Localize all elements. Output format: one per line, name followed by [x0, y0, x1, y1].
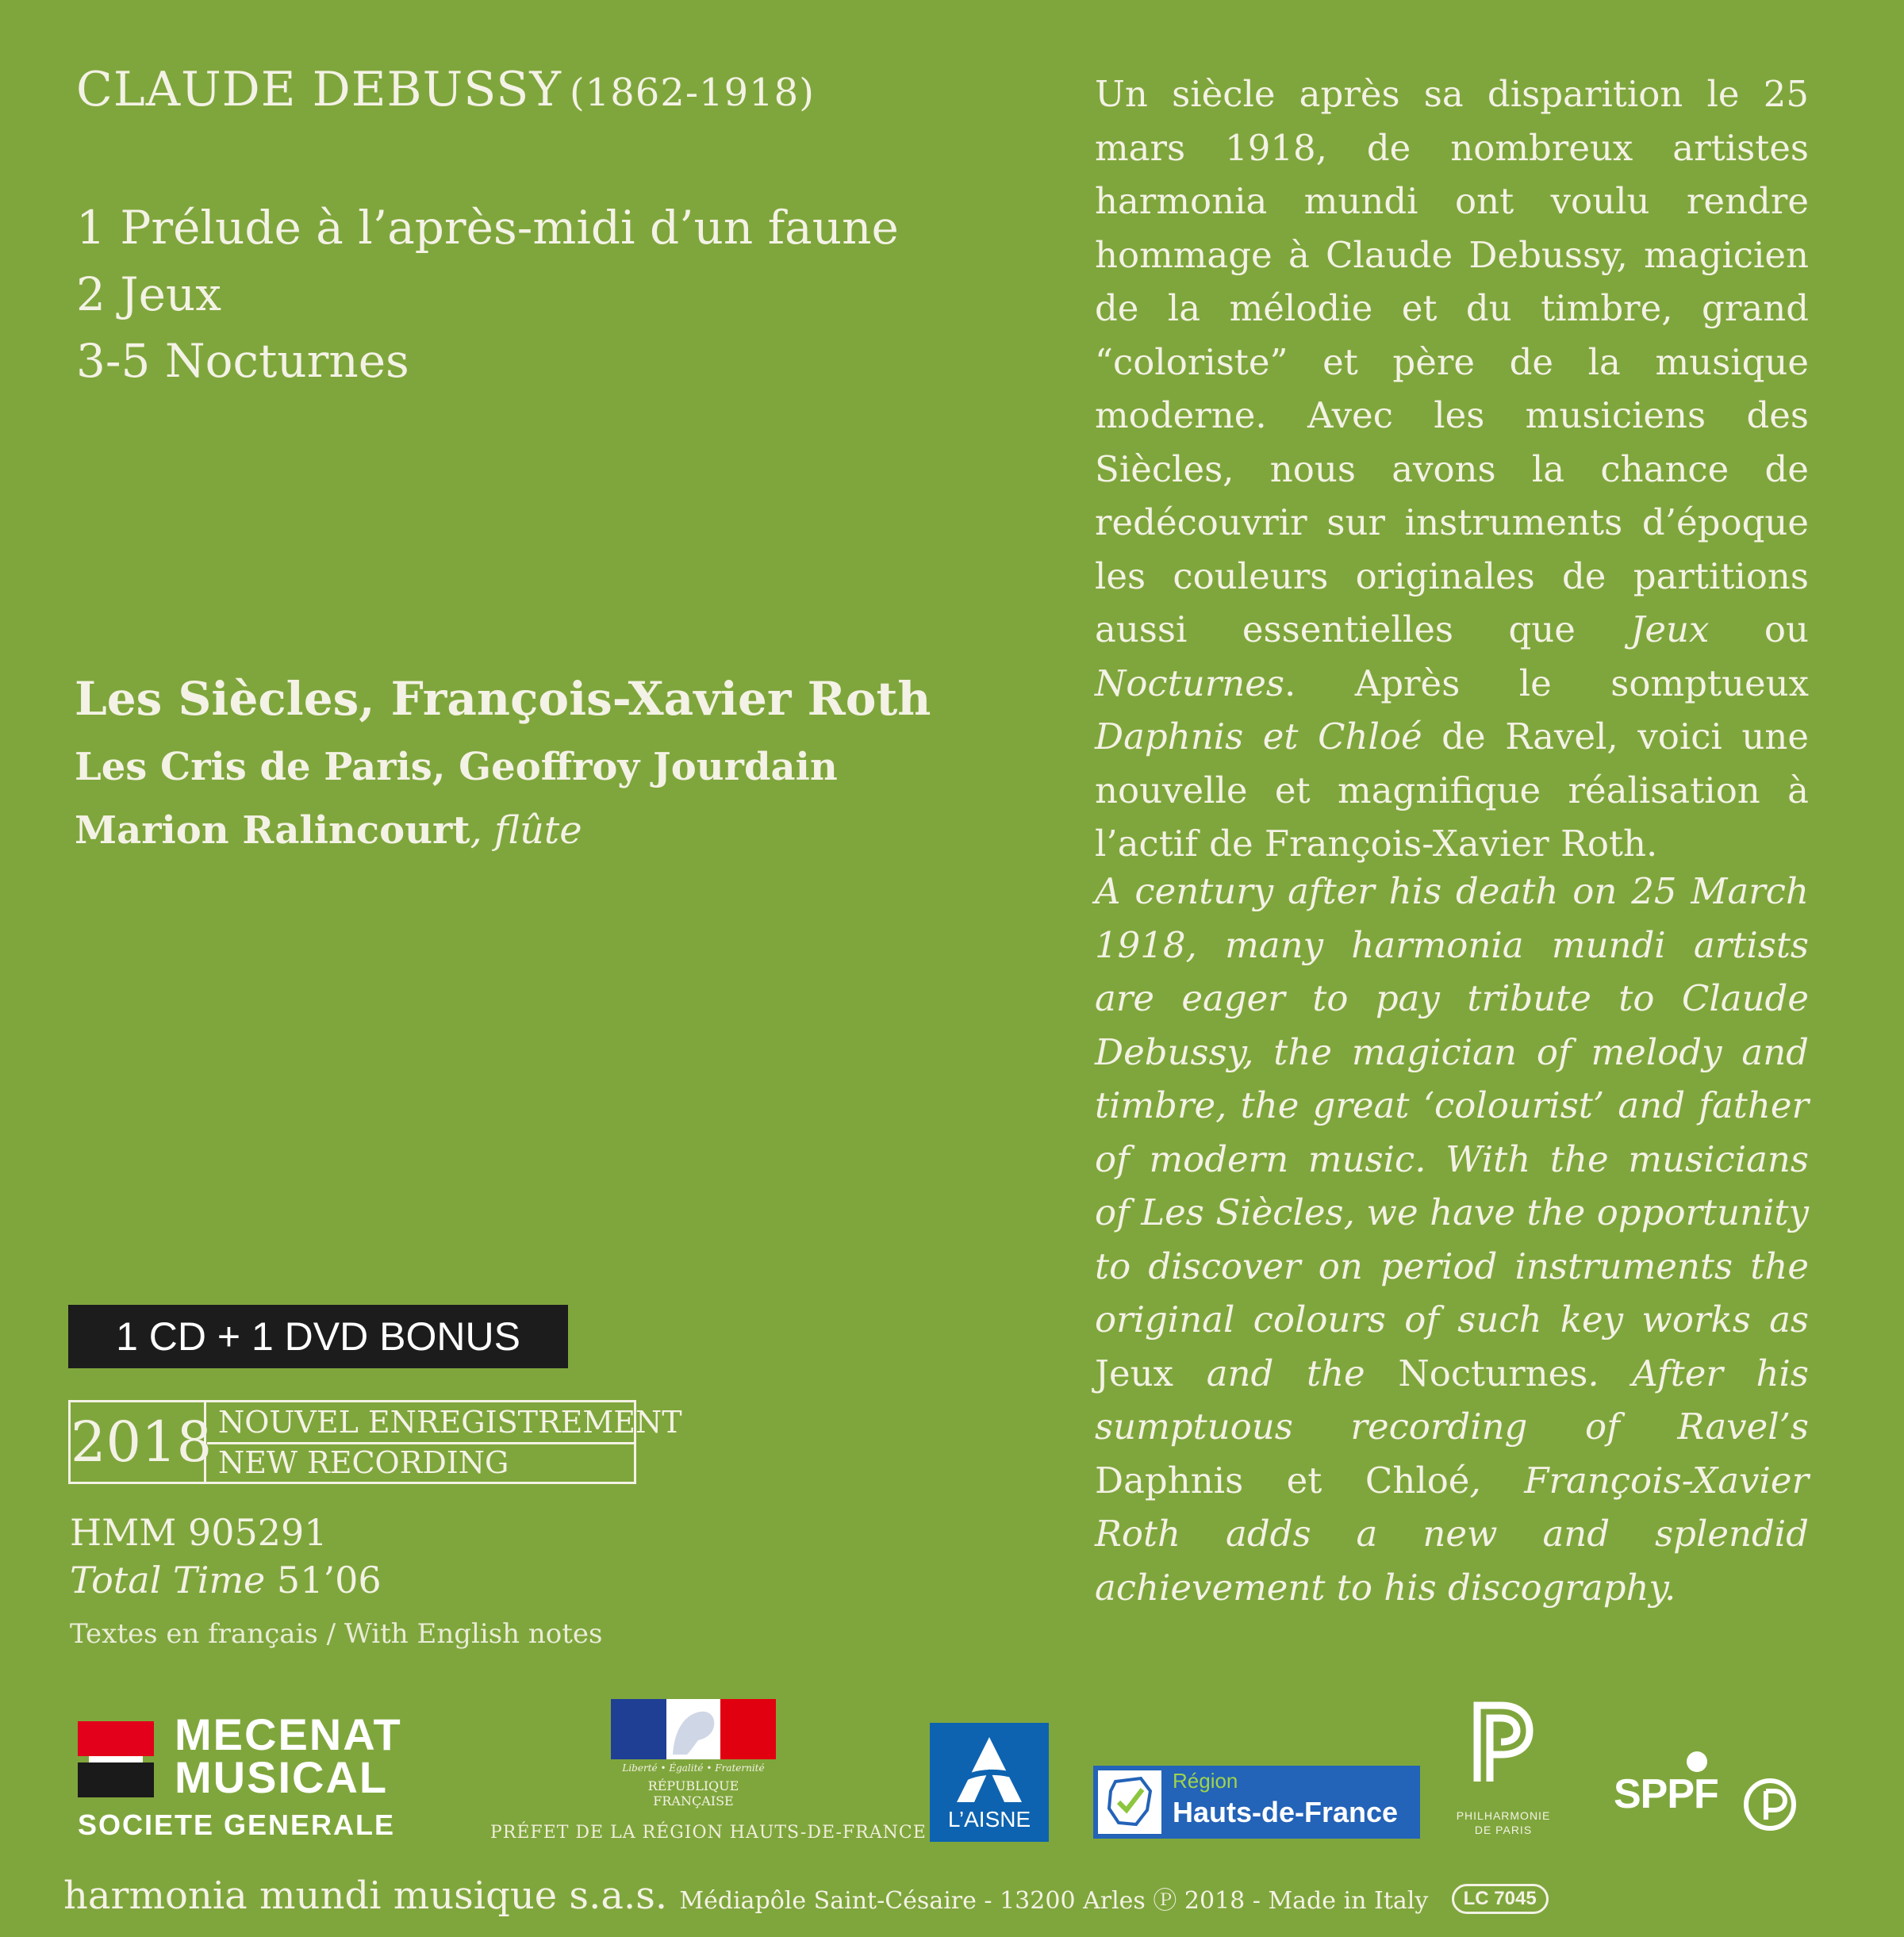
- sppf-dot-icon: [1687, 1751, 1707, 1772]
- mecenat-line: MECENAT: [175, 1709, 402, 1759]
- musical-line: MUSICAL: [175, 1752, 389, 1802]
- track-item: 3-5 Nocturnes: [76, 334, 409, 388]
- language-note: Textes en français / With English notes: [70, 1618, 603, 1650]
- hauts-de-france-logo: [1093, 1766, 1420, 1839]
- philharmonie-line: PHILHARMONIE: [1456, 1809, 1551, 1822]
- performer-orchestra: Les Siècles, François-Xavier Roth: [75, 672, 931, 726]
- notes-french: [1095, 67, 1809, 871]
- soloist-instrument: flûte: [493, 808, 582, 853]
- cp-logo-icon: [1742, 1777, 1798, 1832]
- new-recording-box: [68, 1400, 682, 1484]
- label-name: harmonia mundi musique s.a.s.: [63, 1874, 668, 1918]
- hdf-region-label: Région: [1173, 1769, 1238, 1793]
- rf-name: RÉPUBLIQUE FRANÇAISE: [647, 1778, 739, 1809]
- notes-en-text: and the: [1173, 1352, 1399, 1394]
- societe-generale-name: SOCIETE GENERALE: [78, 1809, 396, 1841]
- performers: [75, 662, 931, 862]
- notes-en-text: A century after his death on 25 March 1918, many harmonia mundi artists are eager to pay tribute to Claude Debussy, the magician of melody and timbre, the great ‘colourist’ and father of modern music. With the musicians of Les Siècles, we have the opportunity to discover on period instruments the original colours of such key works as: [1095, 870, 1809, 1341]
- performer-choir: Les Cris de Paris, Geoffroy Jourdain: [75, 745, 838, 789]
- catalog-number: HMM 905291: [70, 1511, 328, 1554]
- republique-francaise-logo: [611, 1699, 777, 1809]
- hauts-de-france-map-icon: [1098, 1770, 1161, 1834]
- notes-english: [1095, 865, 1809, 1614]
- philharmonie-label: [1452, 1809, 1555, 1837]
- notes-en-text: , François-Xavier Roth adds a new and splendid achievement to his discography.: [1095, 1459, 1810, 1609]
- label-footer: [63, 1874, 1549, 1918]
- recording-year: 2018: [71, 1402, 206, 1482]
- notes-fr-text: . Après le somptueux: [1284, 662, 1809, 704]
- marianne-flag-icon: [611, 1699, 776, 1759]
- notes-fr-text: de Ravel, voici une nouvelle et magnifique réalisation à l’actif de François-Xavier Roth.: [1095, 715, 1809, 865]
- label-address: Médiapôle Saint-Césaire - 13200 Arles Ⓟ 2018 - Made in Italy: [679, 1887, 1429, 1915]
- notes-fr-daphnis: Daphnis et Chloé: [1095, 715, 1422, 758]
- notes-en-text: . After his sumptuous recording of Ravel’s: [1095, 1352, 1810, 1448]
- mecenat-title: [175, 1709, 402, 1802]
- soloist-name: Marion Ralincourt: [75, 808, 470, 853]
- aisne-label: L’AISNE: [947, 1807, 1031, 1832]
- notes-en-daphnis: Daphnis et Chloé: [1095, 1459, 1470, 1502]
- prefet-caption: PRÉFET DE LA RÉGION HAUTS-DE-FRANCE: [490, 1823, 927, 1843]
- recording-label-fr: NOUVEL ENREGISTREMENT: [207, 1402, 634, 1444]
- format-badge: 1 CD + 1 DVD BONUS: [68, 1305, 568, 1368]
- societe-generale-mark-icon: [78, 1721, 154, 1797]
- label-code-badge: LC 7045: [1452, 1884, 1549, 1914]
- notes-en-jeux: Jeux: [1095, 1352, 1174, 1394]
- soloist-separator: ,: [470, 808, 494, 853]
- notes-fr-nocturnes: Nocturnes: [1095, 662, 1284, 704]
- notes-fr-text: Un siècle après sa disparition le 25 mars 1918, de nombreux artistes harmonia mundi ont voulu rendre hommage à Claude Debussy, magicien de la mélodie et du timbre, grand “coloriste” et père de la musique moderne. Avec les musiciens des Siècles, nous avons la chance de redécouvrir sur instruments d’époque les couleurs originales de partitions aussi essentielles que: [1095, 73, 1809, 650]
- aisne-logo: [930, 1723, 1049, 1842]
- societe-generale-logo: [78, 1709, 451, 1841]
- total-time-value: 51’06: [276, 1559, 382, 1601]
- total-time: [70, 1559, 382, 1601]
- composer-name: CLAUDE DEBUSSY: [76, 62, 562, 117]
- philharmonie-logo: [1452, 1697, 1555, 1840]
- notes-fr-text: ou: [1709, 608, 1809, 650]
- performer-soloist: [75, 799, 931, 862]
- composer-years: (1862-1918): [569, 71, 815, 115]
- notes-fr-jeux: Jeux: [1630, 608, 1710, 650]
- sppf-logo: SPPF: [1614, 1771, 1718, 1817]
- philharmonie-p-icon: [1469, 1697, 1537, 1785]
- rf-motto: Liberté • Égalité • Fraternité: [622, 1762, 765, 1774]
- de-paris-line: DE PARIS: [1474, 1824, 1533, 1836]
- composer-heading: [76, 62, 815, 117]
- aisne-a-icon: [954, 1734, 1025, 1805]
- total-time-label: Total Time: [70, 1559, 266, 1601]
- hdf-name-label: Hauts-de-France: [1173, 1796, 1399, 1828]
- track-list: [76, 194, 899, 394]
- notes-en-nocturnes: Nocturnes: [1398, 1352, 1588, 1394]
- recording-label-en: NEW RECORDING: [218, 1445, 509, 1480]
- track-item: 1 Prélude à l’après-midi d’un faune: [76, 201, 899, 255]
- track-item: 2 Jeux: [76, 267, 221, 321]
